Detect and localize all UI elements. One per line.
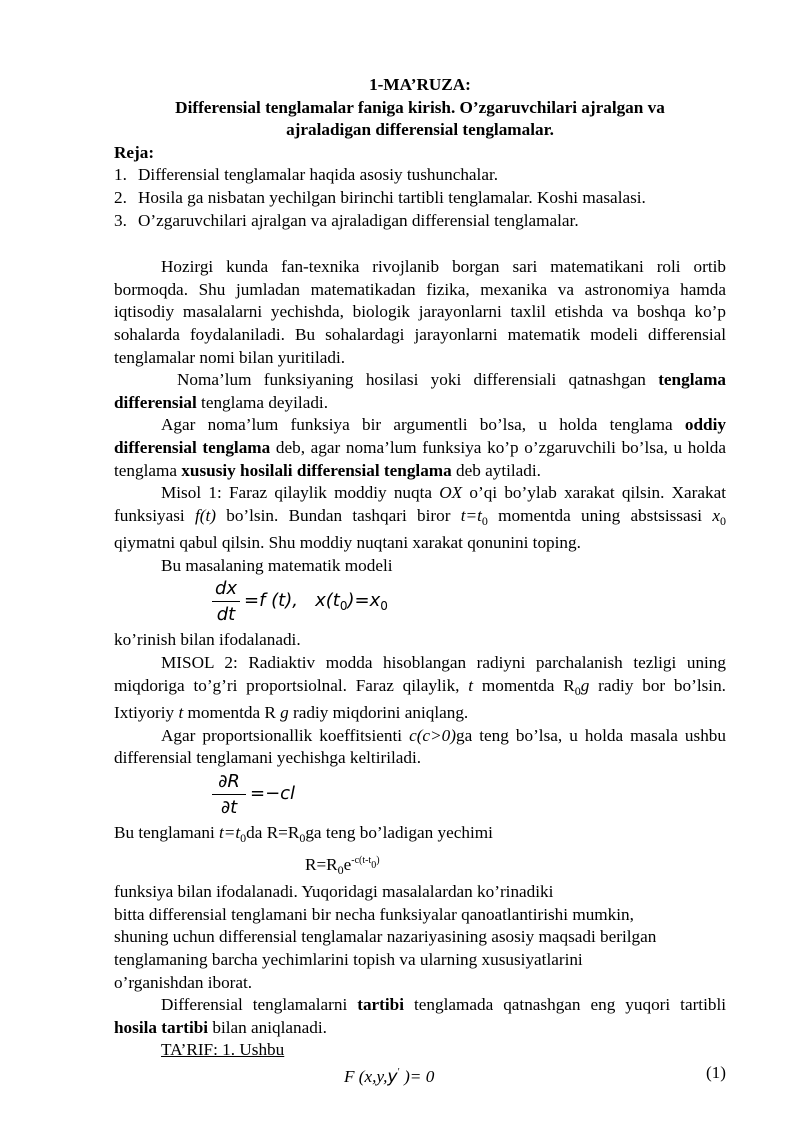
- equation-1-body: F (x,y,y′ )= 0: [344, 1066, 435, 1087]
- fraction-dx-dt: $\frac{dx}{dt}$: [212, 577, 240, 628]
- paragraph-conclusion-5: o’rganishdan iborat.: [114, 972, 253, 992]
- paragraph-model: Bu masalaning matematik modeli: [161, 555, 393, 575]
- equation-1-number: (1): [705, 1062, 726, 1082]
- paragraph-example-2: MISOL 2: Radiaktiv modda hisoblangan radiyni parchalanish tezligi uning miqdoriga to’g’ri proportsiolnal. Faraz qilaylik, t momentda $R_0g$ radiy bor bo’lsin. Ixtiyoriy t momentda R g radiy miqdorini aniqlang.: [114, 653, 726, 723]
- fraction-dR-dt: $\frac{\partial R}{\partial t}$: [212, 770, 246, 821]
- formula-3: $R=R_0e^{-c(t-t0)}$: [305, 854, 380, 877]
- formula-1: $\frac{dx}{dt}$ =f (t), $x(t_0)=x_0$: [212, 577, 726, 629]
- paragraph-conclusion-4: tenglamaning barcha yechimlarini topish va ularning xususiyatlarini: [114, 950, 583, 969]
- plan-item-number: 3.: [114, 210, 127, 230]
- paragraph-coefficient: Agar proportsionallik koeffitsienti c(c>0)ga teng bo’lsa, u holda masala ushbu differensial tenglamani yechishga keltiriladi.: [114, 725, 726, 768]
- plan-item-number: 2.: [114, 187, 127, 207]
- paragraph-example-1: Misol 1: Faraz qilaylik moddiy nuqta OX o’qi bo’ylab xarakat qilsin. Xarakat funksiyasi f(t) bo’lsin. Bundan tashqari biror $t=t_0$ momentda uning abstsissasi $x_0$ qiymatni qabul qilsin. Shu moddiy nuqtani xarakat qonunini toping.: [114, 483, 727, 553]
- definition-heading: TA’RIF: 1. Ushbu: [161, 1040, 285, 1060]
- lecture-title-line2: ajraladigan differensial tenglamalar.: [286, 120, 554, 140]
- paragraph-definition: Noma’lum funksiyaning hosilasi yoki differensiali qatnashgan tenglama differensial tenglama deyiladi.: [114, 370, 726, 412]
- plan-item-text: O’zgaruvchilari ajralgan va ajraladigan differensial tenglamalar.: [138, 210, 579, 230]
- paragraph-ode-definition: Agar noma’lum funksiya bir argumentli bo’lsa, u holda tenglama oddiy differensial tenglama deb, agar noma’lum funksiya ko’p o’zgaruvchili bo’lsa, u holda tenglama xususiy hosilali differensial tenglama deb aytiladi.: [114, 415, 726, 480]
- paragraph-conclusion-3: shuning uchun differensial tenglamalar nazariyasining asosiy maqsadi berilgan: [114, 927, 657, 947]
- paragraph-intro: Hozirgi kunda fan-texnika rivojlanib borgan sari matematikani roli ortib bormoqda. Shu jumladan matematikadan fizika, mexanika va astronomiya hamda iqtisodiy masalalarni yechishda, biologik jarayonlarni taxlil etishda va boshqa ko’p sohalarda foydalaniladi. Bu sohalardagi jarayonlarni matematik modeli differensial tenglamalar nomi bilan yuritiladi.: [114, 257, 726, 367]
- plan-heading: Reja:: [114, 142, 155, 162]
- paragraph-solution: Bu tenglamani $t=t_0da$ $R=R_0ga$ teng bo’ladigan yechimi: [114, 823, 493, 846]
- plan-item-text: Hosila ga nisbatan yechilgan birinchi tartibli tenglamalar. Koshi masalasi.: [138, 187, 646, 207]
- paragraph-expressed: ko’rinish bilan ifodalanadi.: [114, 630, 301, 650]
- plan-item: [114, 164, 726, 187]
- paragraph-conclusion-2: bitta differensial tenglamani bir necha funksiyalar qanoatlantirishi mumkin,: [114, 904, 634, 924]
- plan-item: [114, 187, 726, 210]
- plan-item-text: Differensial tenglamalar haqida asosiy tushunchalar.: [138, 165, 499, 185]
- document-page: [114, 74, 726, 1090]
- formula-2: $\frac{\partial R}{\partial t}$ =−cl: [212, 770, 726, 822]
- plan-item-number: 1.: [114, 165, 127, 185]
- paragraph-conclusion-1: funksiya bilan ifodalanadi. Yuqoridagi masalalardan ko’rinadiki: [114, 882, 554, 902]
- paragraph-order: Differensial tenglamalarni tartibi tenglamada qatnashgan eng yuqori tartibli hosila tartibi bilan aniqlanadi.: [114, 995, 726, 1037]
- plan-item: [114, 210, 726, 233]
- lecture-title-line1: Differensial tenglamalar faniga kirish. O’zgaruvchilari ajralgan va: [175, 97, 665, 117]
- equation-1: [114, 1062, 726, 1090]
- lecture-number: 1-MA’RUZA:: [369, 75, 471, 94]
- plan-list: [114, 164, 726, 232]
